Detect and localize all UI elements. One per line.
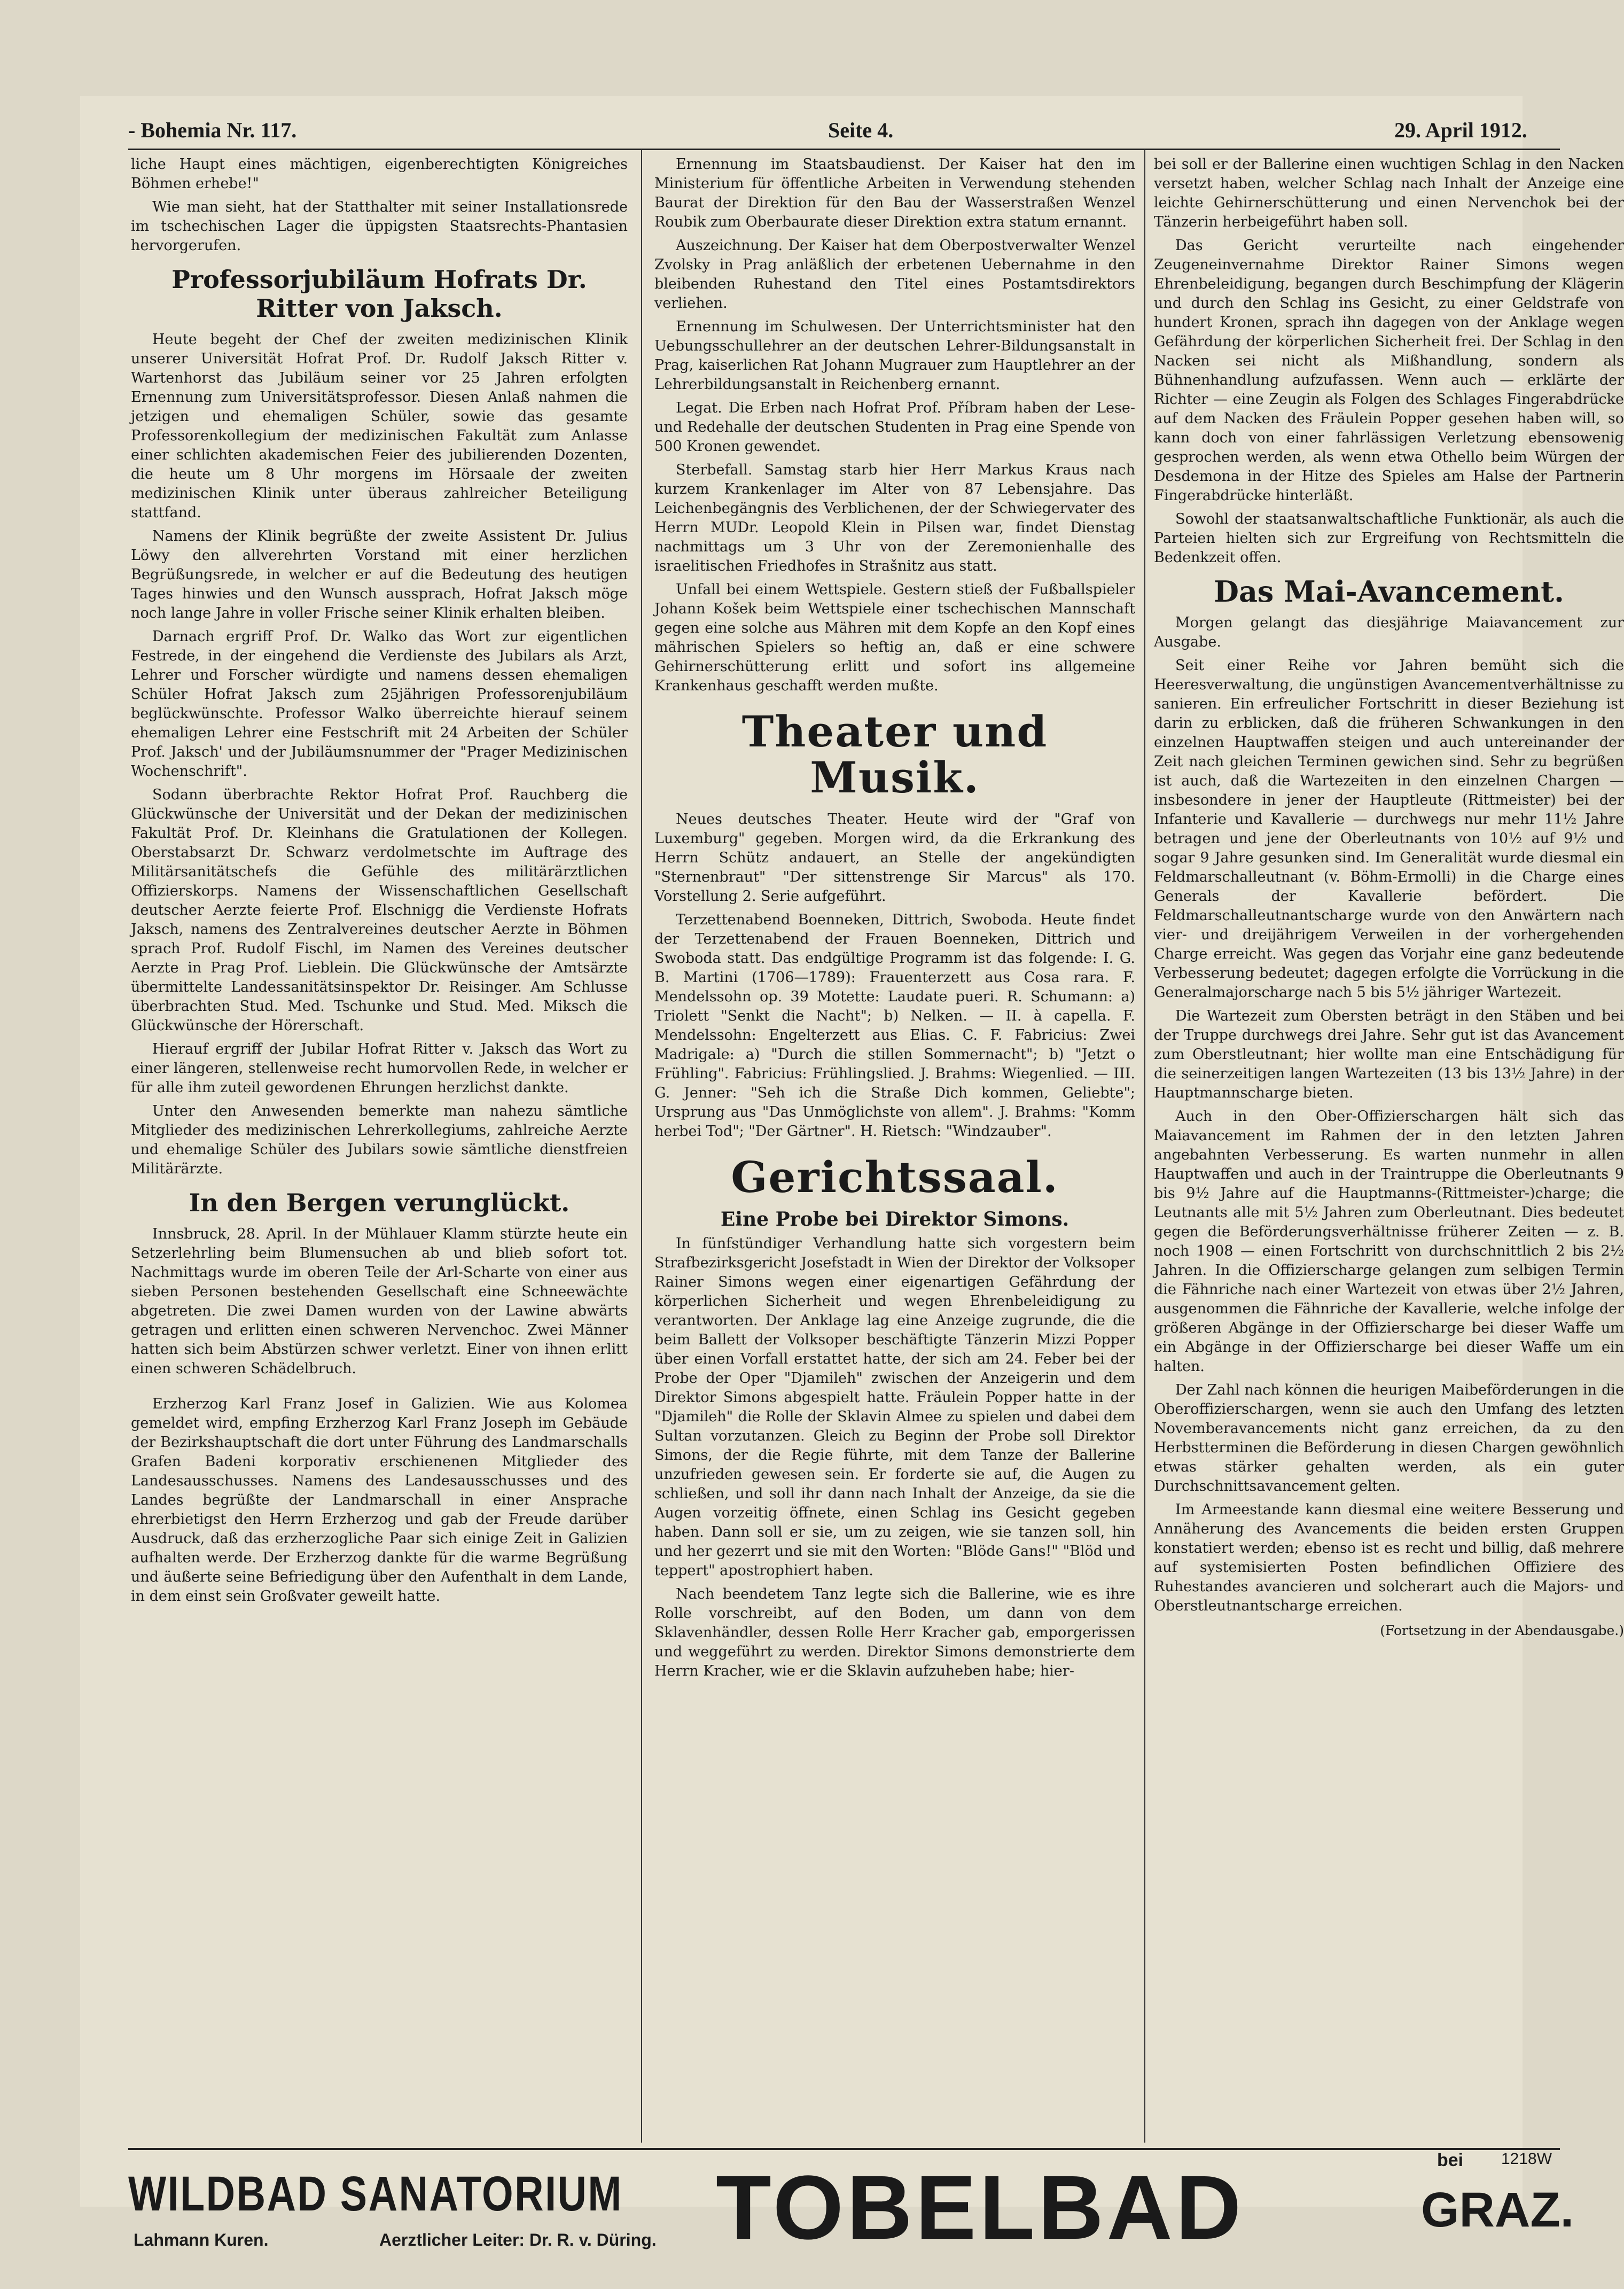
article-subtitle: Eine Probe bei Direktor Simons. [720, 1208, 1069, 1231]
paragraph: Nach beendetem Tanz legte sich die Ballerine, wie es ihre Rolle vorschreibt, auf den Boden, um dann von dem Sklavenhändler, dessen Rolle Herr Kracher gab, emporgerissen und weggeführt zu werden. Direktor Simons demonstrierte dem Herrn Kracher, wie er die Sklavin aufzuheben habe; hier- [654, 1586, 1135, 1679]
news-note: Sterbefall. Samstag starb hier Herr Markus Kraus nach kurzem Krankenlager im Alter von 87 Lebensjahre. Das Leichenbegängnis des Verblichenen, der der Schwiegervater des Herrn MUDr. Leopold Klein in Pilsen war, findet Dienstag nachmittags um 3 Uhr von der Zeremonienhalle des israelitischen Friedhofes in Strašnitz aus statt. [654, 462, 1135, 574]
paragraph: In fünfstündiger Verhandlung hatte sich vorgestern beim Strafbezirksgericht Josefstadt in Wien der Direktor der Volksoper Rainer Simons wegen einer eigenartigen Gefährdung der körperlichen Sicherheit und wegen Ehrenbeleidigung zu verantworten. Der Anklage lag eine Anzeige zugrunde, die die beim Ballett der Volksoper beschäftigte Tänzerin Mizzi Popper über einen Vorfall erstattet hatte, der sich am 24. Feber bei der Probe der Oper "Djamileh" zwischen der Anzeigerin und dem Direktor Simons abgespielt hatte. Fräulein Popper hatte in der "Djamileh" die Rolle der Sklavin Almee zu spielen und dabei dem Sultan vorzutanzen. Gleich zu Beginn der Probe soll Direktor Simons, der die Regie führte, mit dem Tanze der Ballerine unzufrieden gewesen sein. Er forderte sie auf, die Augen zu schließen, und soll ihr dann nach Inhalt der Anzeige, da sie die Augen vorzeitig öffnete, einen Schlag ins Gesicht gegeben haben. Dann soll er sie, um zu zeigen, wie sie tanzen soll, hin und her gezerrt und sie mit den Worten: "Blöde Gans!" "Blöd und teppert" apostrophiert haben. [654, 1235, 1135, 1579]
article-title: Professorjubiläum Hofrats Dr. Ritter von Jaksch. [171, 265, 587, 323]
column-3 [1154, 155, 1624, 2143]
header-page-number: Seite 4. [828, 118, 894, 142]
ad-city: GRAZ. [1421, 2183, 1574, 2237]
paragraph: Wie man sieht, hat der Statthalter mit seiner Installationsrede im tschechischen Lager die üppigsten Staatsrechts-Phantasien hervorgerufen. [131, 199, 628, 254]
paragraph: Das Gericht verurteilte nach eingehender Zeugeneinvernahme Direktor Rainer Simons wegen Ehrenbeleidigung, begangen durch Beschimpfung der Klägerin und durch den Schlag ins Gesicht, zu einer Geldstrafe von hundert Kronen, sprach ihn dagegen von der Anklage wegen Gefährdung der körperlichen Sicherheit frei. Der Schlag in den Nacken sei nicht als Mißhandlung, sondern als Bühnenhandlung aufzufassen. Wenn auch — erklärte der Richter — eine Zeugin als Folgen des Schlages Fingerabdrücke auf dem Nacken des Fräulein Popper gesehen haben will, so kann doch von einer fahrlässigen Verletzung ebensowenig gesprochen werden, als wenn etwa Othello beim Würgen der Desdemona in der Hitze des Spieles am Halse der Partnerin Fingerabdrücke hinterläßt. [1154, 237, 1624, 504]
section-title: Theater und Musik. [741, 706, 1048, 803]
column-divider [641, 150, 642, 2143]
paragraph: Heute begeht der Chef der zweiten medizinischen Klinik unserer Universität Hofrat Prof. Dr. Rudolf Jaksch Ritter v. Wartenhorst das Jubiläum seiner vor 25 Jahren erfolgten Ernennung zum Universitätsprofessor. Diesen Anlaß nahmen die jetzigen und ehemaligen Schüler, sowie das gesamte Professorenkollegium der medizinischen Fakultät zum Anlasse einer schlichten akademischen Feier des jubilierenden Dozenten, die heute um 8 Uhr morgens im Hörsaale der zweiten medizinischen Klinik unter überaus zahlreicher Beteiligung stattfand. [131, 331, 628, 521]
paragraph: Terzettenabend Boenneken, Dittrich, Swoboda. Heute findet der Terzettenabend der Frauen Boenneken, Dittrich und Swoboda statt. Das endgültige Programm ist das folgende: I. G. B. Martini (1706—1789): Frauenterzett aus Cosa rara. F. Mendelssohn op. 39 Motette: Laudate pueri. R. Schumann: a) Triolett "Senkt die Nacht"; b) Nelken. — II. à capella. F. Mendelssohn: Engelterzett aus Elias. C. F. Fabricius: Zwei Madrigale: a) "Durch die stillen Sommernacht"; b) "Jetzt o Frühling". Fabricius: Frühlingslied. J. Brahms: Wiegenlied. — III. G. Jenner: "Seh ich die Straße Dich kommen, Geliebte"; Ursprung aus "Das Unmöglichste von allem". J. Brahms: "Komm herbei Tod"; "Der Gärtner". H. Rietsch: "Windzauber". [654, 912, 1135, 1140]
news-note: Unfall bei einem Wettspiele. Gestern stieß der Fußballspieler Johann Košek beim Wettspiele einer tschechischen Mannschaft gegen eine solche aus Mähren mit dem Kopfe an den Kopf eines mährischen Spielers so heftig an, daß er eine schwere Gehirnerschütterung erlitt und sofort ins allgemeine Krankenhaus geschafft werden mußte. [654, 581, 1135, 694]
header-date: 29. April 1912. [1394, 118, 1527, 142]
paragraph: Auch in den Ober-Offizierschargen hält sich das Maiavancement im Rahmen der in den letzten Jahren angebahnten Verbesserung. Es warten nunmehr in allen Hauptwaffen und auch in der Traintruppe die Oberleutnants 9 bis 9½ Jahre auf die Hauptmanns-(Rittmeister-)charge; die Leutnants alle mit 5½ Jahren zum Oberleutnant. Dies bedeutet gegen die Beförderungsverhältnisse früherer Zeiten — z. B. noch 1908 — einen Fortschritt von durchschnittlich 2 bis 2½ Jahren. In die Offizierscharge gelangen zum selbigen Termin die Fähnriche nach einer Wartezeit von etwas über 2½ Jahren, ausgenommen die Fähnriche der Kavallerie, welche infolge der größeren Abgänge in der Offizierscharge bei dieser Waffe um ein Abgänge in der Offizierscharge bei dieser Waffe um ein halten. [1154, 1108, 1624, 1375]
paragraph: Die Wartezeit zum Obersten beträgt in den Stäben und bei der Truppe durchwegs drei Jahre. Sehr gut ist das Avancement zum Oberstleutnant; hier wollte man eine Entschädigung für die seinerzeitigen langen Wartezeiten (13 bis 13½ Jahre) in der Hauptmannscharge bieten. [1154, 1008, 1624, 1101]
paragraph: Namens der Klinik begrüßte der zweite Assistent Dr. Julius Löwy den allverehrten Vorstand mit einer herzlichen Begrüßungsrede, in welcher er auf die Bedeutung des heutigen Tages hinwies und den Wunsch aussprach, Hofrat Jaksch möge noch lange Jahre in voller Frische seiner Klinik erhalten bleiben. [131, 528, 628, 621]
ad-sanatorium-name: WILDBAD SANATORIUM [128, 2167, 623, 2221]
paragraph: bei soll er der Ballerine einen wuchtigen Schlag in den Nacken versetzt haben, welcher Schlag nach Inhalt der Anzeige eine leichte Gehirnerschütterung und einen Nervenchok bei der Tänzerin herbeigeführt haben soll. [1154, 156, 1624, 230]
column-divider [1144, 150, 1145, 2143]
header-rule [128, 149, 1560, 150]
paragraph: Sowohl der staatsanwaltschaftliche Funktionär, als auch die Parteien hielten sich zur Ergreifung von Rechtsmitteln die Bedenkzeit offen. [1154, 511, 1624, 566]
newspaper-page [80, 96, 1624, 2259]
header-issue: - Bohemia Nr. 117. [128, 118, 297, 142]
paragraph: Der Zahl nach können die heurigen Maibeförderungen in die Oberoffizierschargen, wenn sie auch den Umfang des letzten Novemberavancements nicht ganz erreichen, da zu den Herbstterminen die Beförderung in diesen Chargen gewöhnlich etwas stärker gehalten werden, als ein guter Durchschnittsavancement gelten. [1154, 1382, 1624, 1494]
paragraph: Unter den Anwesenden bemerkte man nahezu sämtliche Mitglieder des medizinischen Lehrerkollegiums, zahlreiche Aerzte und ehemalige Schüler des Jubilars sowie sämtliche dienstfreien Militärärzte. [131, 1103, 628, 1177]
paragraph: Darnach ergriff Prof. Dr. Walko das Wort zur eigentlichen Festrede, in der eingehend die Verdienste des Jubilars als Arzt, Lehrer und Forscher würdigte und namens dessen ehemaligen Schüler Hofrat Jaksch zum 25jährigen Professorenjubiläum beglückwünschte. Professor Walko überreichte hierauf seinem ehemaligen Lehrer eine Festschrift mit 24 Arbeiten der Schüler Prof. Jaksch' und der Jubiläumsnummer der "Prager Medizinischen Wochenschrift". [131, 628, 628, 780]
column-2 [654, 155, 1135, 2143]
section-title: Gerichtssaal. [731, 1152, 1059, 1202]
continuation-note: (Fortsetzung in der Abendausgabe.) [1380, 1623, 1624, 1638]
ad-bei: bei [1437, 2150, 1464, 2170]
article-title: In den Bergen verunglückt. [189, 1188, 570, 1217]
paragraph: Im Armeestande kann diesmal eine weitere Besserung und Annäherung des Avancements die beiden ersten Gruppen konstatiert werden; ebenso ist es recht und billig, daß mehrere auf systemisierten Posten befindlichen Offiziere des Ruhestandes avancieren und solcherart auch die Majors- und Oberstleutnantscharge erreichen. [1154, 1501, 1624, 1614]
paragraph: Neues deutsches Theater. Heute wird der "Graf von Luxemburg" gegeben. Morgen wird, da die Erkrankung des Herrn Schütz andauert, an Stelle der angekündigten "Sternenbraut" "Der sittenstrenge Sir Marcus" als 170. Vorstellung 2. Serie aufgeführt. [654, 811, 1135, 905]
paragraph: Sodann überbrachte Rektor Hofrat Prof. Rauchberg die Glückwünsche der Universität und der Dekan der medizinischen Fakultät Prof. Dr. Kleinhans die Gratulationen der Kollegen. Oberstabsarzt Dr. Schwarz verdolmetschte im Auftrage des Militärsanitätschefs die Gefühle des militärärztlichen Offizierskorps. Namens der Wissenschaftlichen Gesellschaft deutscher Aerzte feierte Prof. Elschnigg die Verdienste Hofrats Jaksch, namens des Zentralvereines deutscher Aerzte in Böhmen sprach Prof. Rudolf Fischl, im Namen des Vereines deutscher Aerzte in Prag Prof. Lieblein. Die Glückwünsche der Amtsärzte übermittelte Landessanitätsinspektor Dr. Reisinger. Am Schlusse überbrachten Stud. Med. Tschunke und Stud. Med. Miksch die Glückwünsche der Hörerschaft. [131, 787, 628, 1034]
paragraph: Innsbruck, 28. April. In der Mühlauer Klamm stürzte heute ein Setzerlehrling beim Blumensuchen ab und blieb sofort tot. Nachmittags wurde im oberen Teile der Arl-Scharte von einer aus sieben Personen bestehenden Gesellschaft eine Schneewächte abgetreten. Die zwei Damen wurden von der Lawine abwärts getragen und erlitten einen schweren Nervenchoc. Zwei Männer hatten sich beim Abstürzen schwer verletzt. Einer von ihnen erlitt einen schweren Schädelbruch. [131, 1226, 628, 1377]
column-1 [131, 155, 628, 2143]
news-note: Ernennung im Staatsbaudienst. Der Kaiser hat den im Ministerium für öffentliche Arbeiten in Verwendung stehenden Baurat der Direktion für den Bau der Wasserstraßen Wenzel Roubik zum Oberbaurate dieser Direktion extra statum ernannt. [654, 156, 1135, 230]
paragraph: liche Haupt eines mächtigen, eigenberechtigten Königreiches Böhmen erhebe!" [131, 156, 628, 192]
paragraph: Seit einer Reihe vor Jahren bemüht sich die Heeresverwaltung, die ungünstigen Avancementverhältnisse zu sanieren. Ein erfreulicher Fortschritt in dieser Beziehung ist darin zu erblicken, daß die früheren Schwankungen in den einzelnen Hauptwaffen steigen und auch untereinander der Zeit nach gleichen Terminen gewichen sind. Sehr zu begrüßen ist auch, daß die Wartezeiten in den einzelnen Chargen — insbesondere in jener der Hauptleute (Rittmeister) bei der Infanterie und Kavallerie — durchwegs nur mehr 11½ Jahre betragen und jene der Oberleutnants von 10½ auf 9½ und sogar 9 Jahre gesunken sind. Im Generalität wurde diesmal ein Feldmarschalleutnant (v. Böhm-Ermolli) in die Charge eines Generals der Kavallerie befördert. Die Feldmarschalleutnantscharge wurde von den Anwärtern nach vier- und dreijährigem Verweilen in der vorhergehenden Charge erreicht. Was gegen das Vorjahr eine ganz bedeutende Verbesserung bedeutet; dagegen erfolgte die Vorrückung in die Generalmajorscharge nach 5 bis 5½ jähriger Wartezeit. [1154, 657, 1624, 1001]
news-note: Auszeichnung. Der Kaiser hat dem Oberpostverwalter Wenzel Zvolsky in Prag anläßlich der erbetenen Uebernahme in den bleibenden Ruhestand den Titel eines Postamtsdirektors verliehen. [654, 237, 1135, 312]
ad-subline: Lahmann Kuren. [134, 2230, 269, 2249]
paragraph: Morgen gelangt das diesjährige Maiavancement zur Ausgabe. [1154, 614, 1624, 650]
advertisement-banner [128, 2148, 1574, 2289]
ad-subline: Aerztlicher Leiter: Dr. R. v. Düring. [379, 2230, 657, 2249]
paragraph: Hierauf ergriff der Jubilar Hofrat Ritter v. Jaksch das Wort zu einer längeren, stellenweise recht humorvollen Rede, in welcher er für alle ihm zuteil gewordenen Ehrungen herzlichst dankte. [131, 1041, 628, 1096]
ad-code: 1218W [1501, 2150, 1552, 2168]
paragraph: Erzherzog Karl Franz Josef in Galizien. Wie aus Kolomea gemeldet wird, empfing Erzherzog Karl Franz Joseph im Gebäude der Bezirkshauptschaft die dort unter Führung des Landmarschalls Grafen Badeni korporativ erschienenen Mitglieder des Landesausschusses. Namens des Landesausschusses und des Landes begrüßte der Landmarschall in einer Ansprache ehrerbietigst den Herrn Erzherzog und gab der Freude darüber Ausdruck, daß das erzherzogliche Paar sich einige Zeit in Galizien aufhalten werde. Der Erzherzog dankte für die warme Begrüßung und äußerte seine Befriedigung über den Aufenthalt in dem Lande, in dem einst sein Großvater geweilt hatte. [131, 1396, 628, 1605]
news-note: Legat. Die Erben nach Hofrat Prof. Příbram haben der Lese- und Redehalle der deutschen Studenten in Prag eine Spende von 500 Kronen gewendet. [654, 400, 1135, 455]
page-header [128, 118, 1560, 150]
article-title: Das Mai-Avancement. [1214, 574, 1564, 609]
ad-place-name: TOBELBAD [716, 2157, 1245, 2259]
news-note: Ernennung im Schulwesen. Der Unterrichtsminister hat den Uebungsschullehrer an der deutschen Lehrer-Bildungsanstalt in Prag, kaiserlichen Rat Johann Mugrauer zum Hauptlehrer an der Lehrerbildungsanstalt in Reichenberg ernannt. [654, 318, 1135, 393]
